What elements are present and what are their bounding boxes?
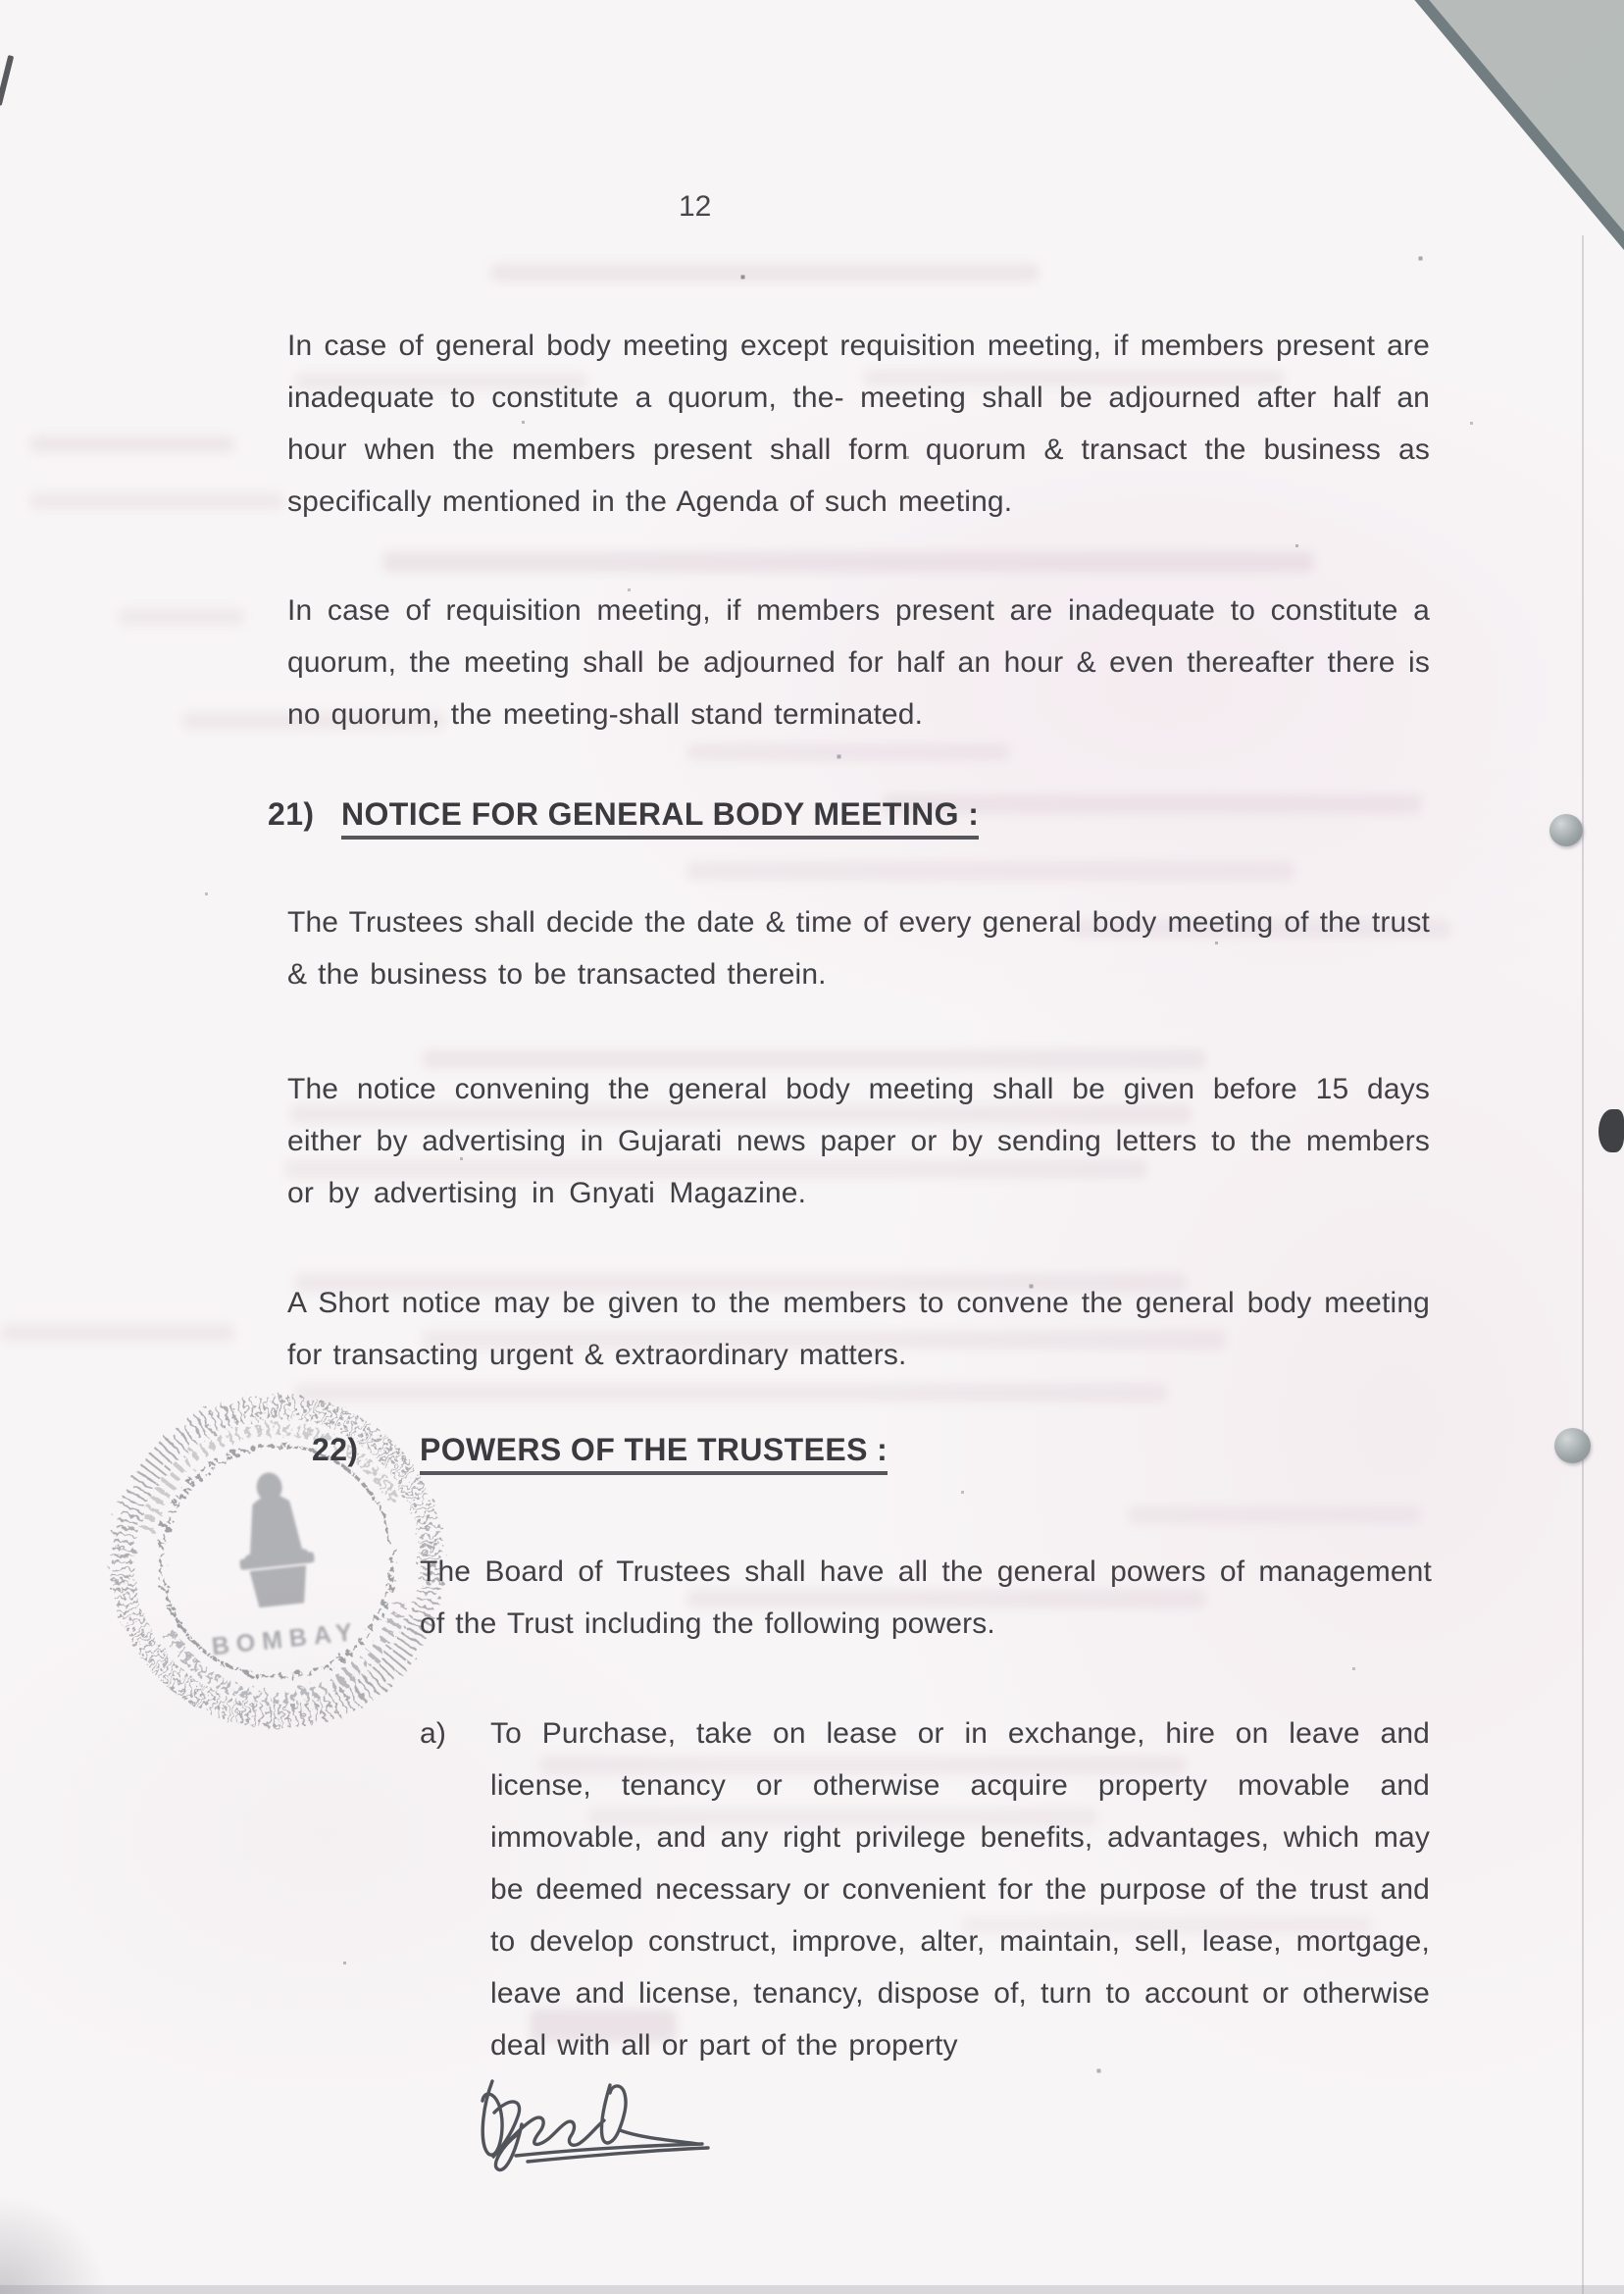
section-21-number: 21) xyxy=(268,796,315,832)
paragraph-short-notice: A Short notice may be given to the members to convene the general body meeting for transacting urgent & extraordinary matters. xyxy=(287,1287,1430,1371)
bleed-through-artifact xyxy=(686,861,1294,881)
paragraph-trustees-decide-date: The Trustees shall decide the date & time of every general body meeting of the trust & the business to be transacted therein. xyxy=(287,906,1430,991)
item-a-marker: a) xyxy=(420,1717,446,1750)
grey-dot-artifact xyxy=(1549,814,1583,846)
edge-mark-artifact xyxy=(0,55,14,106)
stamp-center-label: BOMBAY xyxy=(210,1617,361,1661)
scan-noise-specks xyxy=(0,0,1,1)
page-number: 12 xyxy=(679,190,712,223)
bleed-through-artifact xyxy=(29,435,235,453)
paragraph-board-powers-lead: The Board of Trustees shall have all the general powers of management of the Trust including the following powers. xyxy=(420,1555,1432,1640)
bleed-through-artifact xyxy=(490,263,1040,282)
section-22-heading xyxy=(420,1432,888,1475)
bleed-through-artifact xyxy=(686,743,1010,761)
grey-dot-artifact xyxy=(1554,1428,1591,1463)
bleed-through-artifact xyxy=(118,608,245,626)
bottom-edge-shadow-artifact xyxy=(0,2285,1624,2294)
handwritten-signature xyxy=(461,2060,745,2187)
section-21-heading xyxy=(341,796,979,840)
paragraph-quorum-requisition-meeting: In case of requisition meeting, if members present are inadequate to constitute a quorum, the meeting shall be adjourned for half an hour & even thereafter there is no quorum, the meeting-shall stand terminated. xyxy=(287,594,1430,731)
bleed-through-artifact xyxy=(1128,1506,1422,1524)
paragraph-notice-convening: The notice convening the general body meeting shall be given before 15 days either by advertising in Gujarati news paper or by sending letters to the members or by advertising in Gnyati Magazine. xyxy=(287,1073,1430,1209)
round-official-stamp xyxy=(67,1351,488,1781)
section-22-number: 22) xyxy=(312,1432,359,1467)
corner-smudge-artifact xyxy=(0,2195,108,2294)
paragraph-quorum-general-meeting: In case of general body meeting except requisition meeting, if members present are inadequate to constitute a quorum, the- meeting shall be adjourned after half an hour when the members present shall form quorum & transact the business as specifically mentioned in the Agenda of such meeting. xyxy=(287,330,1430,518)
ashoka-emblem-icon xyxy=(230,1469,319,1609)
section-21-heading-text: NOTICE FOR GENERAL BODY MEETING : xyxy=(341,796,979,840)
bleed-through-artifact xyxy=(29,492,284,510)
item-a-text: To Purchase, take on lease or in exchange, hire on leave and license, tenancy or otherwise acquire property movable and immovable, and any right privilege benefits, advantages, which may be deemed necessary or convenient for the purpose of the trust and to develop construct, improve, alter, maintain, sell, lease, mortgage, leave and license, tenancy, dispose of, turn to account or otherwise deal with all or part of the property xyxy=(490,1717,1430,2062)
bleed-through-artifact xyxy=(382,551,1314,573)
page-edge-line-artifact xyxy=(1582,235,1584,2294)
bleed-through-artifact xyxy=(0,1324,235,1342)
section-22-heading-text: POWERS OF THE TRUSTEES : xyxy=(420,1432,888,1475)
ink-blob-artifact xyxy=(1599,1109,1624,1152)
